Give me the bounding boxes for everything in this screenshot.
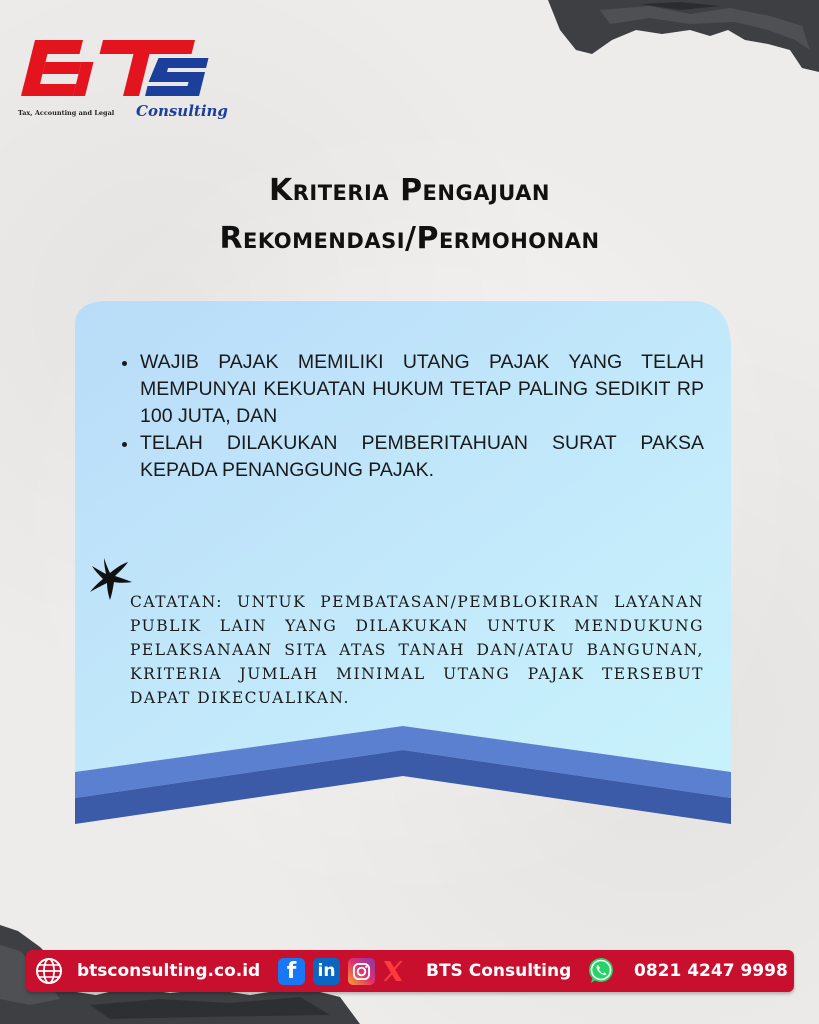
criteria-item: WAJIB PAJAK MEMILIKI UTANG PAJAK YANG TELAH MEMPUNYAI KEKUATAN HUKUM TETAP PALING SEDIKIT RP 100 JUTA, DAN bbox=[118, 349, 704, 430]
phone-number[interactable]: 0821 4247 9998 bbox=[634, 961, 788, 981]
page-title-line-2: Rekomendasi/Permohonan bbox=[219, 221, 600, 256]
social-links bbox=[278, 950, 406, 992]
linkedin-icon[interactable]: in bbox=[313, 958, 340, 985]
page-title-line-1: Kriteria Pengajuan bbox=[268, 173, 551, 208]
footer-phone[interactable] bbox=[586, 950, 788, 992]
footer-brand bbox=[426, 950, 571, 992]
instagram-icon[interactable] bbox=[348, 958, 375, 985]
logo-tagline: Tax, Accounting and Legal bbox=[18, 109, 115, 117]
rock-top-right bbox=[540, 0, 819, 80]
criteria-list bbox=[118, 349, 704, 484]
star-icon bbox=[88, 556, 134, 602]
note-text: CATATAN: UNTUK PEMBATASAN/PEMBLOKIRAN LAYANAN PUBLIK LAIN YANG DILAKUKAN UNTUK MENDUKUNG PELAKSANAAN SITA ATAS TANAH DAN/ATAU BANGUNAN, KRITERIA JUMLAH MINIMAL UTANG PAJAK TERSEBUT DAPAT DIKECUALIKAN. bbox=[130, 593, 704, 707]
criteria-item: TELAH DILAKUKAN PEMBERITAHUAN SURAT PAKSA KEPADA PENANGGUNG PAJAK. bbox=[118, 430, 704, 484]
footer-bar bbox=[26, 950, 794, 992]
globe-icon bbox=[34, 956, 64, 986]
website-link[interactable]: btsconsulting.co.id bbox=[77, 961, 261, 981]
bts-logo bbox=[14, 36, 228, 128]
x-icon[interactable] bbox=[379, 958, 406, 985]
facebook-icon[interactable]: f bbox=[278, 958, 305, 985]
logo-mark bbox=[14, 36, 214, 106]
logo-subtext: Consulting bbox=[136, 102, 228, 120]
brand-name: BTS Consulting bbox=[426, 961, 572, 981]
whatsapp-icon bbox=[586, 956, 616, 986]
footer-website[interactable] bbox=[34, 950, 260, 992]
